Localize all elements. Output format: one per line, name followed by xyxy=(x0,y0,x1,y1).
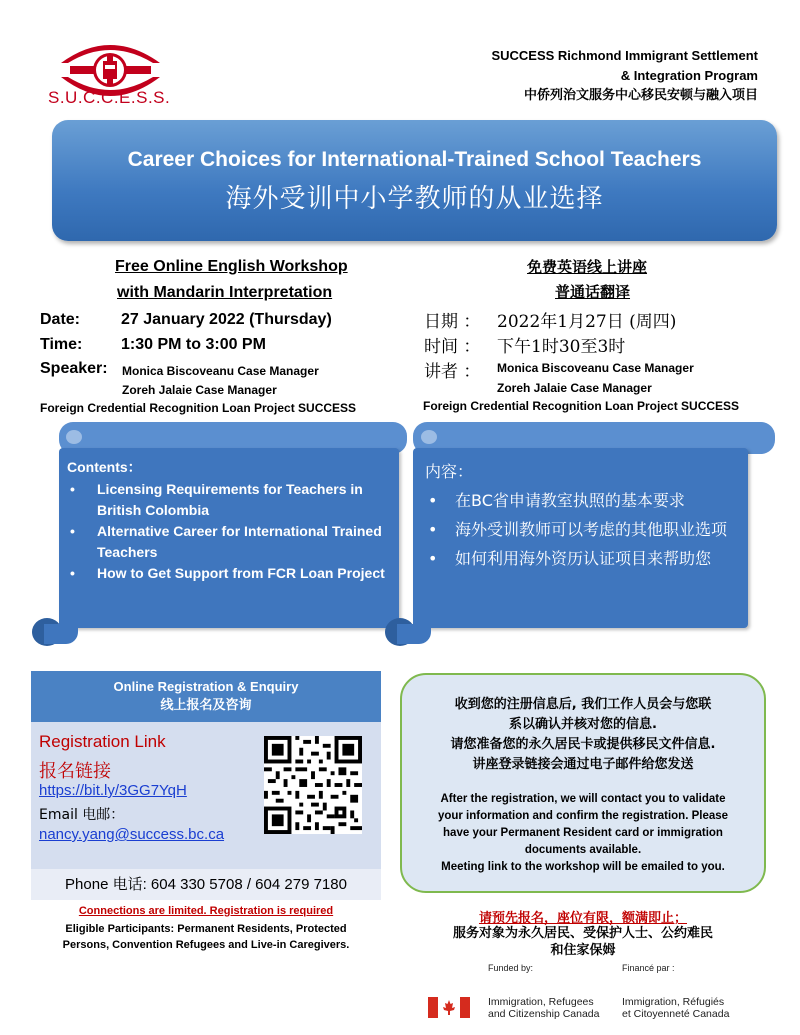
phone-numbers: Phone 电话: 604 330 5708 / 604 279 7180 xyxy=(31,869,381,900)
registration-link-label-zh: 报名链接 xyxy=(39,761,111,782)
scroll-curl-top-en xyxy=(66,430,82,444)
scroll-bottom-en xyxy=(44,624,78,644)
contents-box-english xyxy=(59,448,399,628)
registration-header-en: Online Registration & Enquiry xyxy=(113,679,299,694)
speaker-2-zh-section: Zoreh Jalaie Case Manager xyxy=(497,381,652,395)
speaker-2: Zoreh Jalaie Case Manager xyxy=(122,383,277,397)
org-line-3-zh: 中侨列治文服务中心移民安顿与融入项目 xyxy=(523,88,758,103)
list-item: • How to Get Support from FCR Loan Project xyxy=(67,563,391,584)
connections-limited-notice: Connections are limited. Registration is required xyxy=(78,905,334,917)
time-label-zh: 时间 ： xyxy=(424,337,481,357)
org-line-2: & Integration Program xyxy=(620,68,758,83)
notice-en-line: documents available. xyxy=(524,844,642,856)
time-label: Time: xyxy=(40,336,83,353)
list-item: • Alternative Career for International Trained Teachers xyxy=(67,521,391,563)
speaker-label-zh: 讲者 ： xyxy=(424,362,481,382)
workshop-type-line-1: Free Online English Workshop xyxy=(115,258,348,275)
project-name: Foreign Credential Recognition Loan Project SUCCESS xyxy=(40,401,357,415)
registration-header-zh: 线上报名及咨询 xyxy=(160,698,252,713)
time-value-zh: 下午1时30至3时 xyxy=(497,337,626,357)
ircc-fr-line-1: Immigration, Réfugiés xyxy=(622,996,725,1008)
list-item: • Licensing Requirements for Teachers in British Colombia xyxy=(67,479,391,521)
notice-zh-line: 系以确认并核对您的信息. xyxy=(509,717,657,732)
ircc-english xyxy=(488,996,600,1020)
eligible-line-2: Persons, Convention Refugees and Live-in Caregivers. xyxy=(62,939,350,951)
eligible-participants xyxy=(31,921,381,953)
scroll-curl-top-zh xyxy=(421,430,437,444)
title-chinese: 海外受训中小学教师的从业选择 xyxy=(225,184,604,214)
ircc-fr-line-2: et Citoyenneté Canada xyxy=(622,1008,730,1020)
registration-link[interactable]: https://bit.ly/3GG7YqH xyxy=(39,782,187,799)
serve-line-2: 和住家保姆 xyxy=(550,943,616,958)
register-first-notice-zh: 请预先报名，座位有限，额满即止； xyxy=(478,911,687,926)
email-link[interactable]: nancy.yang@success.bc.ca xyxy=(39,826,225,843)
list-item: • 在BC省申请教室执照的基本要求 xyxy=(425,486,740,515)
title-banner xyxy=(52,120,777,241)
canada-flag-icon xyxy=(428,997,470,1018)
notice-en-line: have your Permanent Resident card or immigration xyxy=(443,827,723,839)
eligible-participants-zh xyxy=(400,925,766,959)
workshop-type-line-2: with Mandarin Interpretation xyxy=(117,284,333,301)
qr-code-icon[interactable] xyxy=(264,736,362,834)
finance-par-label: Financé par : xyxy=(622,963,675,973)
date-value: 27 January 2022 (Thursday) xyxy=(121,311,332,328)
notice-en-line: your information and confirm the registration. Please xyxy=(437,810,729,822)
registration-body xyxy=(31,722,381,869)
registration-header xyxy=(31,671,381,722)
contents-box-chinese xyxy=(413,448,748,628)
scroll-bottom-zh xyxy=(397,624,431,644)
email-label: Email 电邮： xyxy=(39,807,125,823)
contents-heading-zh: 内容： xyxy=(425,462,474,481)
contents-zh-text xyxy=(425,457,740,573)
date-label-zh: 日期 ： xyxy=(424,312,481,332)
speaker-1-zh-section: Monica Biscoveanu Case Manager xyxy=(497,361,694,375)
speaker-1: Monica Biscoveanu Case Manager xyxy=(122,364,319,378)
workshop-type-zh-line-2: 普通话翻译 xyxy=(555,283,631,301)
notice-zh-line: 讲座登录链接会通过电子邮件给您发送 xyxy=(472,757,694,772)
funded-by-label: Funded by: xyxy=(488,963,534,973)
list-item: • 海外受训教师可以考虑的其他职业选项 xyxy=(425,515,740,544)
notice-en-line: After the registration, we will contact you to validate xyxy=(440,793,726,805)
org-line-1: SUCCESS Richmond Immigrant Settlement xyxy=(491,48,758,63)
serve-line-1: 服务对象为永久居民、受保护人士、公约难民 xyxy=(452,926,713,941)
time-value: 1:30 PM to 3:00 PM xyxy=(121,336,266,353)
notice-en-line: Meeting link to the workshop will be emailed to you. xyxy=(441,861,725,873)
title-english: Career Choices for International-Trained School Teachers xyxy=(127,148,702,171)
date-value-zh: 2022年1月27日 (周四) xyxy=(497,312,677,332)
registration-notice xyxy=(400,673,766,893)
notice-zh-line: 请您准备您的永久居民卡或提供移民文件信息. xyxy=(450,737,716,752)
registration-link-label: Registration Link xyxy=(39,732,166,751)
workshop-type-zh-line-1: 免费英语线上讲座 xyxy=(527,258,648,276)
eligible-line-1: Eligible Participants: Permanent Residents, Protected xyxy=(65,923,347,935)
list-item: • 如何利用海外资历认证项目来帮助您 xyxy=(425,544,740,573)
contents-en-text xyxy=(67,457,391,584)
contents-heading-en: Contents： xyxy=(67,459,142,475)
ircc-en-line-2: and Citizenship Canada xyxy=(488,1008,600,1020)
contents-list-en xyxy=(67,479,391,584)
ircc-french xyxy=(622,996,729,1020)
date-label: Date: xyxy=(40,311,81,328)
logo-wordmark: S.U.C.C.E.S.S. xyxy=(48,88,171,107)
ircc-en-line-1: Immigration, Refugees xyxy=(488,996,594,1008)
organization-header xyxy=(491,46,758,106)
notice-english xyxy=(402,775,764,876)
notice-chinese xyxy=(402,675,764,775)
contents-list-zh xyxy=(425,486,740,573)
project-name-zh-section: Foreign Credential Recognition Loan Project SUCCESS xyxy=(423,399,740,413)
speaker-label: Speaker: xyxy=(40,360,108,377)
notice-zh-line: 收到您的注册信息后, 我们工作人员会与您联 xyxy=(454,697,712,712)
